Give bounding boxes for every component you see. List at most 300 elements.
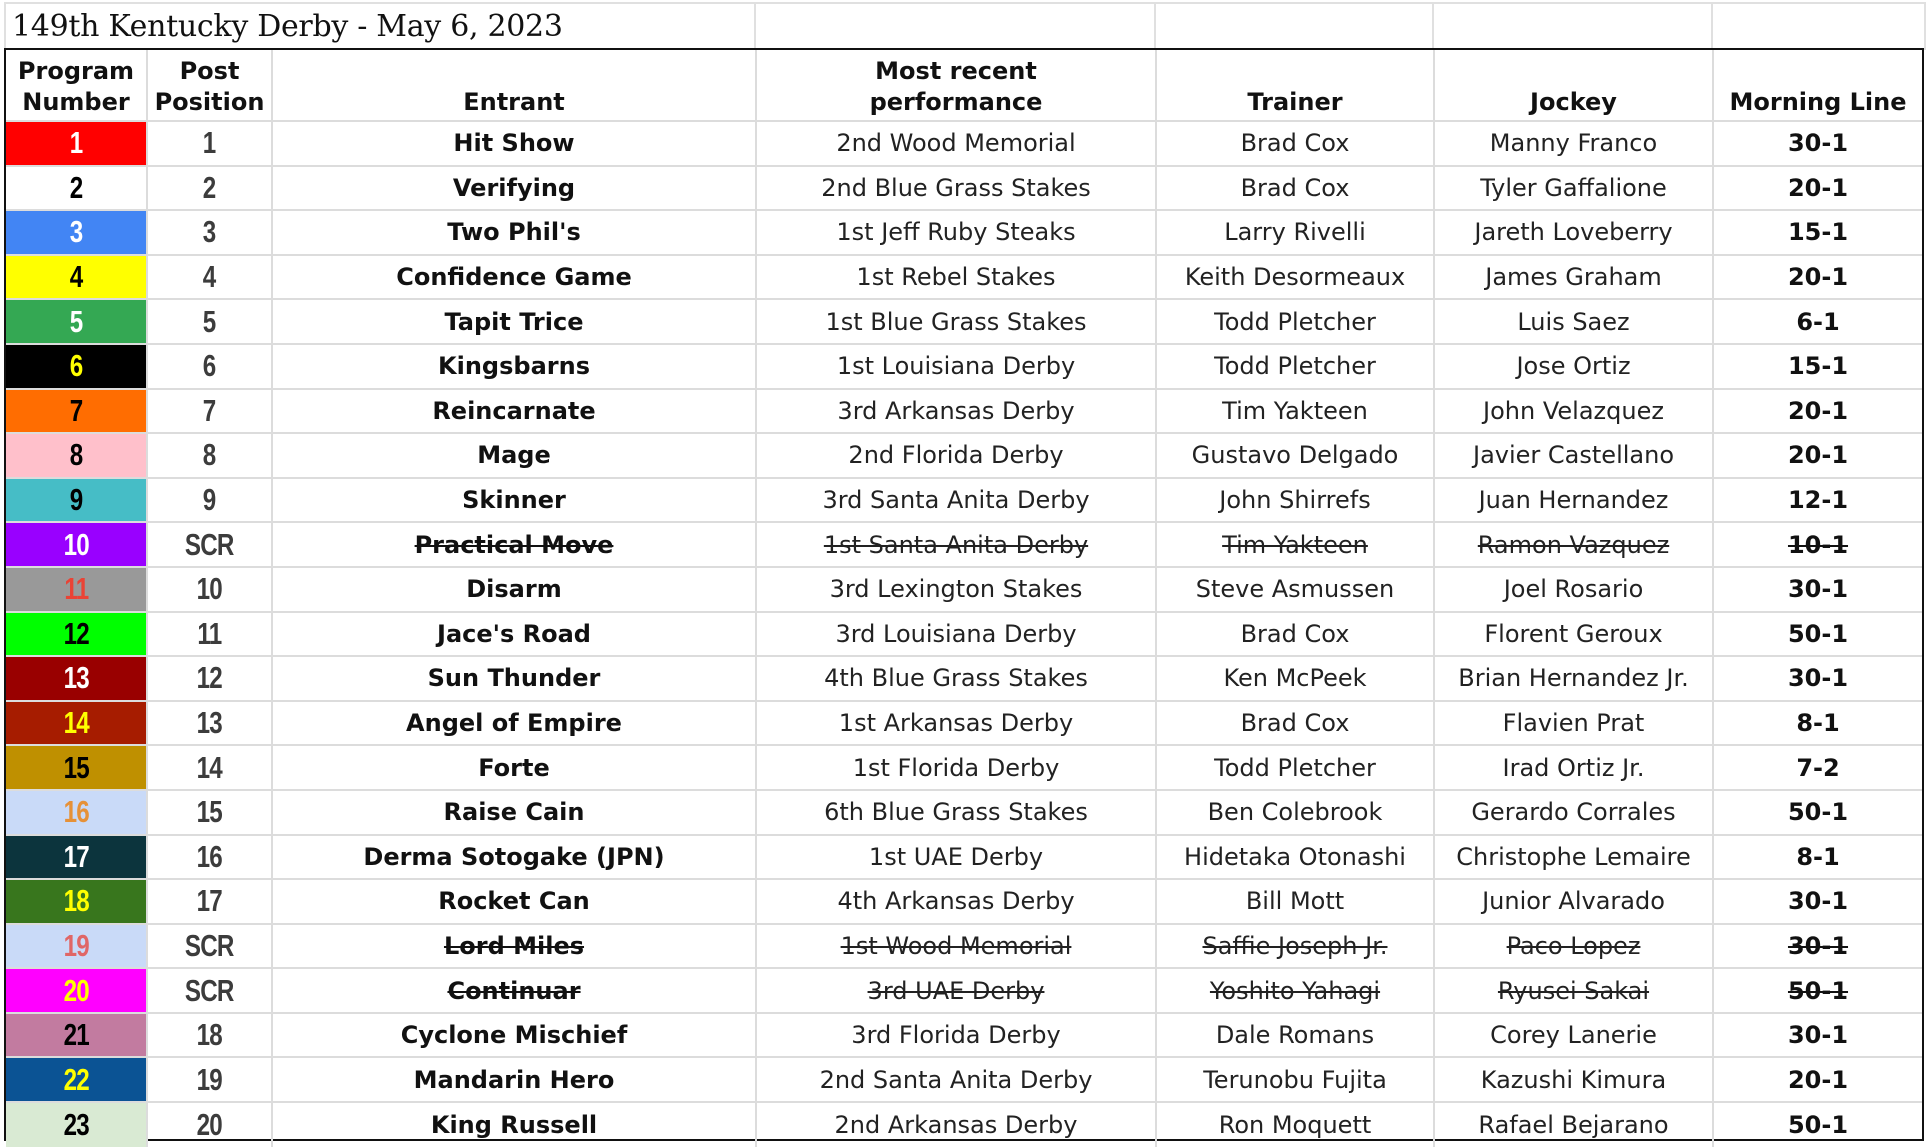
performance-cell[interactable]	[756, 299, 1156, 344]
trainer-cell[interactable]	[1156, 121, 1434, 166]
entrant-cell[interactable]	[272, 255, 756, 300]
table-row-scratched	[6, 924, 1922, 969]
post-position: SCR	[185, 927, 234, 963]
morning-line-cell[interactable]	[1713, 612, 1922, 657]
most-recent-performance: 1st Arkansas Derby	[838, 709, 1074, 738]
performance-cell[interactable]	[756, 210, 1156, 255]
performance-cell[interactable]	[756, 879, 1156, 924]
entrant-cell[interactable]	[272, 745, 756, 790]
post-position: 1	[203, 125, 216, 161]
table-row	[6, 433, 1922, 478]
morning-line-cell[interactable]	[1713, 522, 1922, 567]
jockey-name: James Graham	[1485, 263, 1662, 292]
jockey-cell[interactable]	[1434, 121, 1713, 166]
entrant-cell[interactable]	[272, 701, 756, 746]
program-number-cell[interactable]	[6, 701, 147, 746]
morning-line-cell[interactable]	[1713, 121, 1922, 166]
morning-line-odds: 50-1	[1787, 798, 1849, 827]
jockey-name: Tyler Gaffalione	[1480, 173, 1667, 202]
jockey-cell[interactable]	[1434, 389, 1713, 434]
empty-cell[interactable]	[1434, 4, 1713, 50]
table-row	[6, 478, 1922, 523]
most-recent-performance: 3rd Lexington Stakes	[829, 575, 1083, 604]
trainer-name: Tim Yakteen	[1222, 530, 1368, 559]
program-number: 17	[63, 838, 89, 874]
program-number: 15	[63, 749, 89, 785]
jockey-cell[interactable]	[1434, 567, 1713, 612]
table-row	[6, 1102, 1922, 1147]
jockey-cell[interactable]	[1434, 968, 1713, 1013]
jockey-cell[interactable]	[1434, 210, 1713, 255]
trainer-cell[interactable]	[1156, 612, 1434, 657]
entrant-cell[interactable]	[272, 968, 756, 1013]
entrant-cell[interactable]	[272, 879, 756, 924]
morning-line-odds: 7-2	[1796, 753, 1840, 782]
entrant-name: Tapit Trice	[444, 307, 584, 336]
trainer-cell[interactable]	[1156, 567, 1434, 612]
table-row	[6, 166, 1922, 211]
empty-cell[interactable]	[1156, 4, 1434, 50]
program-number-cell[interactable]	[6, 210, 147, 255]
program-number-cell[interactable]	[6, 433, 147, 478]
post-position: SCR	[185, 972, 234, 1008]
morning-line-cell[interactable]	[1713, 478, 1922, 523]
program-number: 22	[63, 1061, 89, 1097]
post-position: 8	[203, 437, 216, 473]
post-position: 14	[196, 749, 223, 785]
entrant-cell[interactable]	[272, 121, 756, 166]
program-number: 4	[69, 259, 83, 295]
morning-line-cell[interactable]	[1713, 299, 1922, 344]
header-entrant[interactable]: Entrant	[272, 50, 756, 121]
entrant-cell[interactable]	[272, 478, 756, 523]
trainer-cell[interactable]	[1156, 745, 1434, 790]
morning-line-odds: 20-1	[1787, 263, 1849, 292]
header-program-number[interactable]: Program Number	[6, 50, 147, 121]
program-number-cell[interactable]	[6, 835, 147, 880]
post-position-cell[interactable]	[147, 478, 272, 523]
morning-line-cell[interactable]	[1713, 879, 1922, 924]
trainer-cell[interactable]	[1156, 389, 1434, 434]
entrant-cell[interactable]	[272, 389, 756, 434]
performance-cell[interactable]	[756, 1057, 1156, 1102]
program-number-cell[interactable]	[6, 166, 147, 211]
post-position-cell[interactable]	[147, 1057, 272, 1102]
performance-cell[interactable]	[756, 389, 1156, 434]
post-position: 9	[203, 482, 216, 518]
trainer-cell[interactable]	[1156, 344, 1434, 389]
program-number: 20	[63, 972, 89, 1008]
performance-cell[interactable]	[756, 924, 1156, 969]
entrant-name: Jace's Road	[437, 619, 591, 648]
entrant-cell[interactable]	[272, 567, 756, 612]
jockey-cell[interactable]	[1434, 612, 1713, 657]
page-title[interactable]: 149th Kentucky Derby - May 6, 2023	[6, 4, 756, 50]
post-position-cell[interactable]	[147, 790, 272, 835]
jockey-cell[interactable]	[1434, 701, 1713, 746]
morning-line-cell[interactable]	[1713, 701, 1922, 746]
morning-line-odds: 50-1	[1787, 619, 1849, 648]
morning-line-cell[interactable]	[1713, 344, 1922, 389]
trainer-cell[interactable]	[1156, 478, 1434, 523]
empty-cell[interactable]	[756, 4, 1156, 50]
entrant-cell[interactable]	[272, 1013, 756, 1058]
morning-line-cell[interactable]	[1713, 790, 1922, 835]
morning-line-cell[interactable]	[1713, 968, 1922, 1013]
entrant-cell[interactable]	[272, 612, 756, 657]
morning-line-cell[interactable]	[1713, 1102, 1922, 1147]
jockey-name: Christophe Lemaire	[1456, 842, 1691, 871]
jockey-cell[interactable]	[1434, 924, 1713, 969]
morning-line-cell[interactable]	[1713, 1057, 1922, 1102]
trainer-name: Steve Asmussen	[1195, 575, 1395, 604]
post-position-cell[interactable]	[147, 835, 272, 880]
post-position-cell[interactable]	[147, 612, 272, 657]
post-position: 5	[203, 303, 216, 339]
jockey-cell[interactable]	[1434, 522, 1713, 567]
jockey-cell[interactable]	[1434, 255, 1713, 300]
most-recent-performance: 3rd Louisiana Derby	[835, 619, 1077, 648]
entrant-cell[interactable]	[272, 433, 756, 478]
performance-cell[interactable]	[756, 255, 1156, 300]
jockey-name: Jose Ortiz	[1516, 352, 1631, 381]
post-position: 18	[196, 1017, 223, 1053]
post-position-cell[interactable]	[147, 567, 272, 612]
entrant-cell[interactable]	[272, 790, 756, 835]
table-row	[6, 745, 1922, 790]
most-recent-performance: 3rd UAE Derby	[867, 976, 1045, 1005]
morning-line-cell[interactable]	[1713, 835, 1922, 880]
most-recent-performance: 2nd Santa Anita Derby	[819, 1065, 1093, 1094]
entrant-cell[interactable]	[272, 210, 756, 255]
performance-cell[interactable]	[756, 522, 1156, 567]
performance-cell[interactable]	[756, 835, 1156, 880]
post-position-cell[interactable]	[147, 389, 272, 434]
table-row-scratched	[6, 968, 1922, 1013]
performance-cell[interactable]	[756, 344, 1156, 389]
entrant-cell[interactable]	[272, 344, 756, 389]
post-position-cell[interactable]	[147, 166, 272, 211]
trainer-name: Larry Rivelli	[1224, 218, 1366, 247]
program-number: 9	[69, 482, 83, 518]
post-position-cell[interactable]	[147, 344, 272, 389]
trainer-name: Todd Pletcher	[1214, 352, 1376, 381]
entrant-name: Lord Miles	[443, 931, 585, 960]
entrant-name: Verifying	[452, 173, 576, 202]
morning-line-cell[interactable]	[1713, 433, 1922, 478]
program-number: 19	[63, 927, 89, 963]
post-position-cell[interactable]	[147, 879, 272, 924]
most-recent-performance: 1st Louisiana Derby	[836, 352, 1076, 381]
jockey-name: Paco Lopez	[1506, 931, 1641, 960]
program-number-cell[interactable]	[6, 968, 147, 1013]
jockey-cell[interactable]	[1434, 478, 1713, 523]
entrant-name: Cyclone Mischief	[400, 1021, 628, 1050]
most-recent-performance: 2nd Florida Derby	[848, 441, 1064, 470]
morning-line-odds: 30-1	[1787, 664, 1849, 693]
performance-cell[interactable]	[756, 433, 1156, 478]
entrant-cell[interactable]	[272, 522, 756, 567]
program-number: 7	[69, 392, 83, 428]
trainer-cell[interactable]	[1156, 701, 1434, 746]
trainer-cell[interactable]	[1156, 299, 1434, 344]
trainer-name: Terunobu Fujita	[1203, 1065, 1387, 1094]
morning-line-cell[interactable]	[1713, 1013, 1922, 1058]
trainer-cell[interactable]	[1156, 879, 1434, 924]
morning-line-odds: 12-1	[1787, 486, 1849, 515]
program-number-cell[interactable]	[6, 299, 147, 344]
trainer-name: Todd Pletcher	[1214, 753, 1376, 782]
trainer-name: Gustavo Delgado	[1191, 441, 1399, 470]
morning-line-odds: 8-1	[1796, 709, 1840, 738]
entries-table-container	[4, 48, 1924, 1141]
morning-line-odds: 15-1	[1787, 218, 1849, 247]
program-number-cell[interactable]	[6, 567, 147, 612]
trainer-name: Yoshito Yahagi	[1209, 976, 1381, 1005]
trainer-cell[interactable]	[1156, 255, 1434, 300]
trainer-cell[interactable]	[1156, 1013, 1434, 1058]
table-row-scratched	[6, 522, 1922, 567]
performance-cell[interactable]	[756, 121, 1156, 166]
morning-line-cell[interactable]	[1713, 166, 1922, 211]
performance-cell[interactable]	[756, 968, 1156, 1013]
jockey-cell[interactable]	[1434, 166, 1713, 211]
jockey-cell[interactable]	[1434, 745, 1713, 790]
table-row	[6, 1057, 1922, 1102]
entrant-name: Mandarin Hero	[413, 1065, 615, 1094]
trainer-name: Brad Cox	[1240, 619, 1350, 648]
table-row	[6, 210, 1922, 255]
trainer-name: Bill Mott	[1245, 887, 1345, 916]
entrant-name: Mage	[477, 441, 551, 470]
program-number: 8	[69, 437, 83, 473]
jockey-name: Kazushi Kimura	[1480, 1065, 1667, 1094]
trainer-cell[interactable]	[1156, 656, 1434, 701]
entrant-cell[interactable]	[272, 166, 756, 211]
performance-cell[interactable]	[756, 1102, 1156, 1147]
trainer-cell[interactable]	[1156, 790, 1434, 835]
jockey-name: Junior Alvarado	[1482, 887, 1665, 916]
jockey-cell[interactable]	[1434, 835, 1713, 880]
trainer-cell[interactable]	[1156, 835, 1434, 880]
most-recent-performance: 3rd Florida Derby	[851, 1021, 1061, 1050]
jockey-name: Joel Rosario	[1503, 575, 1644, 604]
performance-cell[interactable]	[756, 166, 1156, 211]
program-number-cell[interactable]	[6, 745, 147, 790]
post-position-cell[interactable]	[147, 1013, 272, 1058]
most-recent-performance: 1st Blue Grass Stakes	[825, 307, 1087, 336]
entrant-cell[interactable]	[272, 924, 756, 969]
jockey-name: Javier Castellano	[1473, 441, 1674, 470]
program-number-cell[interactable]	[6, 255, 147, 300]
program-number: 3	[69, 214, 83, 250]
header-trainer[interactable]: Trainer	[1156, 50, 1434, 121]
program-number-cell[interactable]	[6, 344, 147, 389]
title-row	[4, 2, 1926, 50]
most-recent-performance: 1st Wood Memorial	[840, 931, 1072, 960]
trainer-cell[interactable]	[1156, 433, 1434, 478]
program-number: 21	[63, 1017, 89, 1053]
entries-body	[6, 121, 1922, 1147]
program-number-cell[interactable]	[6, 1057, 147, 1102]
most-recent-performance: 3rd Santa Anita Derby	[822, 486, 1090, 515]
jockey-name: John Velazquez	[1483, 396, 1664, 425]
morning-line-cell[interactable]	[1713, 210, 1922, 255]
entrant-cell[interactable]	[272, 835, 756, 880]
post-position-cell[interactable]	[147, 433, 272, 478]
post-position-cell[interactable]	[147, 1102, 272, 1147]
trainer-name: Todd Pletcher	[1214, 307, 1376, 336]
jockey-cell[interactable]	[1434, 790, 1713, 835]
trainer-name: Dale Romans	[1215, 1021, 1375, 1050]
post-position: 15	[196, 794, 223, 830]
program-number-cell[interactable]	[6, 478, 147, 523]
trainer-cell[interactable]	[1156, 522, 1434, 567]
header-jockey[interactable]: Jockey	[1434, 50, 1713, 121]
performance-cell[interactable]	[756, 478, 1156, 523]
trainer-cell[interactable]	[1156, 166, 1434, 211]
post-position-cell[interactable]	[147, 968, 272, 1013]
post-position-cell[interactable]	[147, 701, 272, 746]
program-number-cell[interactable]	[6, 612, 147, 657]
entrant-name: Kingsbarns	[438, 352, 590, 381]
morning-line-odds: 30-1	[1787, 1021, 1849, 1050]
post-position-cell[interactable]	[147, 924, 272, 969]
program-number-cell[interactable]	[6, 121, 147, 166]
morning-line-cell[interactable]	[1713, 255, 1922, 300]
performance-cell[interactable]	[756, 701, 1156, 746]
most-recent-performance: 1st Jeff Ruby Steaks	[836, 218, 1076, 247]
entrant-name: Raise Cain	[443, 798, 585, 827]
morning-line-odds: 50-1	[1787, 976, 1849, 1005]
jockey-cell[interactable]	[1434, 1013, 1713, 1058]
post-position-cell[interactable]	[147, 210, 272, 255]
jockey-cell[interactable]	[1434, 1057, 1713, 1102]
morning-line-cell[interactable]	[1713, 567, 1922, 612]
entrant-cell[interactable]	[272, 299, 756, 344]
jockey-cell[interactable]	[1434, 299, 1713, 344]
program-number-cell[interactable]	[6, 522, 147, 567]
program-number: 16	[63, 794, 89, 830]
post-position-cell[interactable]	[147, 656, 272, 701]
entrant-name: Skinner	[462, 486, 566, 515]
jockey-name: Irad Ortiz Jr.	[1502, 753, 1645, 782]
table-row	[6, 1013, 1922, 1058]
trainer-name: John Shirrefs	[1219, 486, 1371, 515]
entrant-cell[interactable]	[272, 656, 756, 701]
post-position: 12	[196, 660, 223, 696]
table-row	[6, 255, 1922, 300]
most-recent-performance: 1st Rebel Stakes	[856, 263, 1056, 292]
morning-line-odds: 30-1	[1787, 129, 1849, 158]
most-recent-performance: 2nd Wood Memorial	[836, 129, 1076, 158]
performance-cell[interactable]	[756, 790, 1156, 835]
morning-line-cell[interactable]	[1713, 745, 1922, 790]
morning-line-cell[interactable]	[1713, 656, 1922, 701]
trainer-cell[interactable]	[1156, 924, 1434, 969]
program-number-cell[interactable]	[6, 1013, 147, 1058]
empty-cell[interactable]	[1713, 4, 1926, 50]
trainer-cell[interactable]	[1156, 968, 1434, 1013]
program-number-cell[interactable]	[6, 389, 147, 434]
jockey-name: Manny Franco	[1489, 129, 1658, 158]
entrant-cell[interactable]	[272, 1102, 756, 1147]
table-row	[6, 701, 1922, 746]
morning-line-odds: 30-1	[1787, 575, 1849, 604]
header-morning-line[interactable]: Morning Line	[1713, 50, 1922, 121]
post-position-cell[interactable]	[147, 255, 272, 300]
jockey-cell[interactable]	[1434, 879, 1713, 924]
morning-line-odds: 20-1	[1787, 173, 1849, 202]
post-position-cell[interactable]	[147, 745, 272, 790]
entrant-cell[interactable]	[272, 1057, 756, 1102]
jockey-cell[interactable]	[1434, 344, 1713, 389]
post-position-cell[interactable]	[147, 522, 272, 567]
most-recent-performance: 1st Santa Anita Derby	[823, 530, 1089, 559]
program-number-cell[interactable]	[6, 924, 147, 969]
program-number: 13	[63, 660, 89, 696]
table-row	[6, 344, 1922, 389]
entrant-name: Continuar	[447, 976, 581, 1005]
header-most-recent-performance[interactable]: Most recent performance	[756, 50, 1156, 121]
jockey-cell[interactable]	[1434, 656, 1713, 701]
header-post-position[interactable]: Post Position	[147, 50, 272, 121]
table-row	[6, 299, 1922, 344]
jockey-cell[interactable]	[1434, 1102, 1713, 1147]
performance-cell[interactable]	[756, 745, 1156, 790]
trainer-cell[interactable]	[1156, 1057, 1434, 1102]
program-number-cell[interactable]	[6, 790, 147, 835]
trainer-cell[interactable]	[1156, 210, 1434, 255]
jockey-name: Jareth Loveberry	[1474, 218, 1673, 247]
morning-line-cell[interactable]	[1713, 924, 1922, 969]
jockey-cell[interactable]	[1434, 433, 1713, 478]
trainer-name: Brad Cox	[1240, 709, 1350, 738]
most-recent-performance: 6th Blue Grass Stakes	[824, 798, 1088, 827]
table-row	[6, 612, 1922, 657]
program-number: 23	[63, 1106, 89, 1142]
post-position: 13	[196, 705, 223, 741]
post-position-cell[interactable]	[147, 121, 272, 166]
jockey-name: Ramon Vazquez	[1477, 530, 1670, 559]
trainer-name: Hidetaka Otonashi	[1184, 842, 1406, 871]
program-number-cell[interactable]	[6, 1102, 147, 1147]
program-number: 12	[63, 615, 89, 651]
trainer-name: Ken McPeek	[1223, 664, 1367, 693]
performance-cell[interactable]	[756, 567, 1156, 612]
morning-line-odds: 30-1	[1787, 931, 1849, 960]
post-position: 4	[203, 259, 216, 295]
morning-line-odds: 8-1	[1796, 842, 1840, 871]
morning-line-cell[interactable]	[1713, 389, 1922, 434]
table-row	[6, 790, 1922, 835]
performance-cell[interactable]	[756, 612, 1156, 657]
program-number-cell[interactable]	[6, 656, 147, 701]
trainer-name: Saffie Joseph Jr.	[1202, 931, 1388, 960]
header-row	[6, 50, 1922, 121]
trainer-name: Ben Colebrook	[1207, 798, 1383, 827]
morning-line-odds: 20-1	[1787, 441, 1849, 470]
post-position-cell[interactable]	[147, 299, 272, 344]
program-number-cell[interactable]	[6, 879, 147, 924]
entrant-name: Hit Show	[453, 129, 575, 158]
trainer-cell[interactable]	[1156, 1102, 1434, 1147]
performance-cell[interactable]	[756, 656, 1156, 701]
performance-cell[interactable]	[756, 1013, 1156, 1058]
entrant-name: Forte	[478, 753, 550, 782]
post-position: 17	[196, 883, 223, 919]
post-position: 20	[196, 1106, 223, 1142]
